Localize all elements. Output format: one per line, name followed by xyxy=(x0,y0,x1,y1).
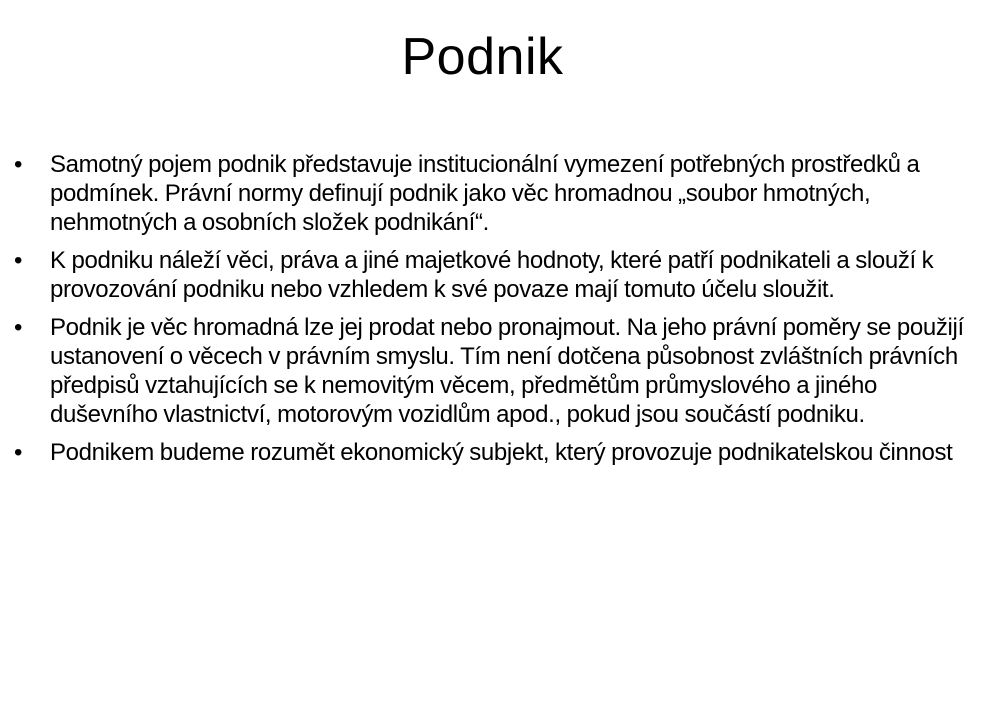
slide-title: Podnik xyxy=(401,28,564,86)
bullet-text: Podnikem budeme rozumět ekonomický subjekt, který provozuje podnikatelskou činnost xyxy=(50,439,953,466)
bullet-list xyxy=(14,150,964,476)
bullet-item-4 xyxy=(14,438,964,467)
bullet-item-1 xyxy=(14,150,964,237)
bullet-text: Samotný pojem podnik představuje institucionální vymezení potřebných prostředků a podmínek. Právní normy definují podnik jako věc hromadnou „soubor hmotných, nehmotných a osobních složek podnikání“. xyxy=(50,151,920,236)
bullet-item-2 xyxy=(14,246,964,304)
bullet-point-icon: • xyxy=(14,247,23,274)
bullet-text: K podniku náleží věci, práva a jiné majetkové hodnoty, které patří podnikateli a slouží k provozování podniku nebo vzhledem k své povaze mají tomuto účelu sloužit. xyxy=(50,247,934,303)
bullet-item-3 xyxy=(14,313,964,429)
bullet-point-icon: • xyxy=(14,439,23,466)
bullet-text: Podnik je věc hromadná lze jej prodat nebo pronajmout. Na jeho právní poměry se použijí ustanovení o věcech v právním smyslu. Tím není dotčena působnost zvláštních právních předpisů vztahujících se k nemovitým věcem, předmětům průmyslového a jiného duševního vlastnictví, motorovým vozidlům apod., pokud jsou součástí podniku. xyxy=(50,314,964,428)
bullet-point-icon: • xyxy=(14,314,23,341)
bullet-point-icon: • xyxy=(14,151,23,178)
